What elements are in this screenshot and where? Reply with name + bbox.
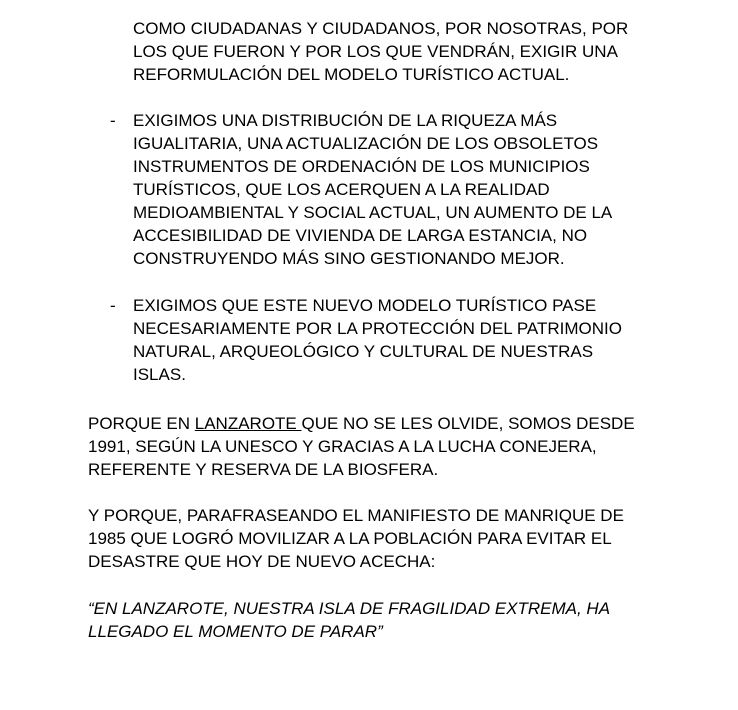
intro-line: COMO CIUDADANAS Y CIUDADANOS, POR NOSOTRAS, POR <box>133 19 629 38</box>
bullet-dash-icon: - <box>110 111 116 130</box>
intro-paragraph <box>133 17 693 86</box>
lanzarote-suffix: QUE NO SE LES OLVIDE, SOMOS DESDE <box>301 414 635 433</box>
bullet-text <box>133 109 612 270</box>
lanzarote-line: REFERENTE Y RESERVA DE LA BIOSFERA. <box>88 460 439 479</box>
lanzarote-prefix: PORQUE EN <box>88 414 195 433</box>
bullet-line: EXIGIMOS UNA DISTRIBUCIÓN DE LA RIQUEZA MÁS <box>133 111 558 130</box>
manrique-line: Y PORQUE, PARAFRASEANDO EL MANIFIESTO DE MANRIQUE DE <box>88 506 624 525</box>
lanzarote-line: 1991, SEGÚN LA UNESCO Y GRACIAS A LA LUCHA CONEJERA, <box>88 437 597 456</box>
bullet-line: NATURAL, ARQUEOLÓGICO Y CULTURAL DE NUESTRAS <box>133 342 594 361</box>
manrique-line: 1985 QUE LOGRÓ MOVILIZAR A LA POBLACIÓN PARA EVITAR EL <box>88 529 612 548</box>
lanzarote-paragraph <box>88 412 708 481</box>
bullet-line: INSTRUMENTOS DE ORDENACIÓN DE LOS MUNICIPIOS <box>133 157 590 176</box>
bullet-line: IGUALITARIA, UNA ACTUALIZACIÓN DE LOS OBSOLETOS <box>133 134 599 153</box>
intro-line: LOS QUE FUERON Y POR LOS QUE VENDRÁN, EXIGIR UNA <box>133 42 618 61</box>
manrique-line: DESASTRE QUE HOY DE NUEVO ACECHA: <box>88 552 436 571</box>
bullet-item-heritage <box>110 294 710 390</box>
bullet-line: ISLAS. <box>133 365 186 384</box>
manrique-paragraph <box>88 504 708 573</box>
bullet-line: TURÍSTICOS, QUE LOS ACERQUEN A LA REALIDAD <box>133 180 550 199</box>
quote-line: “EN LANZAROTE, NUESTRA ISLA DE FRAGILIDAD EXTREMA, HA <box>88 599 611 618</box>
bullet-line: CONSTRUYENDO MÁS SINO GESTIONANDO MEJOR. <box>133 249 565 268</box>
bullet-item-wealth <box>110 109 710 274</box>
bullet-line: ACCESIBILIDAD DE VIVIENDA DE LARGA ESTANCIA, NO <box>133 226 588 245</box>
bullet-text <box>133 294 622 386</box>
bullet-line: EXIGIMOS QUE ESTE NUEVO MODELO TURÍSTICO PASE <box>133 296 597 315</box>
intro-line: REFORMULACIÓN DEL MODELO TURÍSTICO ACTUAL. <box>133 65 570 84</box>
bullet-line: MEDIOAMBIENTAL Y SOCIAL ACTUAL, UN AUMENTO DE LA <box>133 203 613 222</box>
lanzarote-underlined-link: LANZAROTE <box>194 414 302 433</box>
lanzarote-line <box>88 412 708 435</box>
manrique-quote <box>88 597 708 643</box>
bullet-line: NECESARIAMENTE POR LA PROTECCIÓN DEL PATRIMONIO <box>133 319 622 338</box>
bullet-dash-icon: - <box>110 296 116 315</box>
quote-line: LLEGADO EL MOMENTO DE PARAR” <box>88 622 383 641</box>
